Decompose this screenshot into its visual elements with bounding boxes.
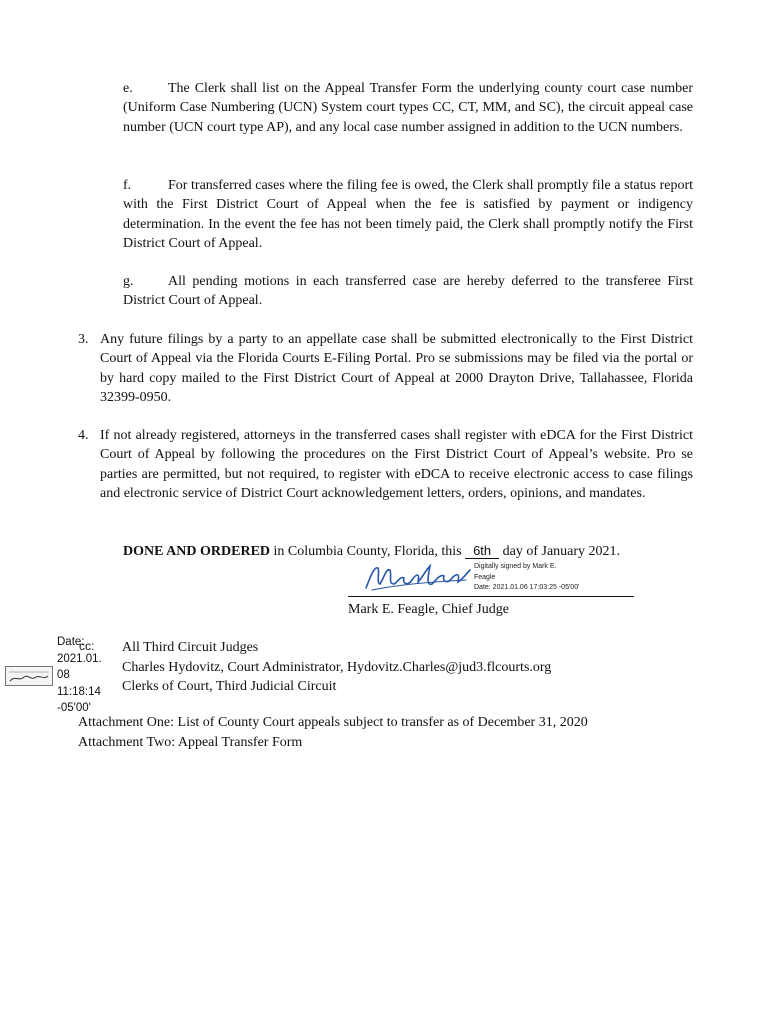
paragraph-text: The Clerk shall list on the Appeal Transfer Form the underlying county court case number (Uniform Case Numbering (UCN) System court types CC, CT, MM, and SC), the circuit appeal case number (UCN court type AP), and any local case number assigned in addition to the UCN numbers. xyxy=(123,81,693,135)
attachment-item: Attachment One: List of County Court appeals subject to transfer as of December 31, 2020 xyxy=(78,715,588,730)
paragraph-text: For transferred cases where the filing fee is owed, the Clerk shall promptly file a status report with the First District Court of Appeal when the fee is satisfied by payment or indigency determination. In the event the fee has not been timely paid, the Clerk shall promptly notify the First District Court of Appeal. xyxy=(123,178,693,251)
done-and-ordered-line xyxy=(123,542,620,561)
stamp-line: 2021.01. xyxy=(57,652,102,665)
order-location: in Columbia County, Florida, this xyxy=(270,544,466,559)
stamp-line: 08 xyxy=(57,669,70,681)
clerk-signature-stamp xyxy=(5,666,53,686)
paragraph-text: If not already registered, attorneys in the transferred cases shall register with eDCA for the First District Court of Appeal by following the procedures on the First District Court of Appeal’s website. Pro se parties are permitted, but not required, to register with eDCA to receive electronic access to case filings and electronic service of District Court acknowledgement letters, orders, opinions, and mandates. xyxy=(100,428,693,501)
paragraph-text: Any future filings by a party to an appellate case shall be submitted electronically to the First District Court of Appeal via the Florida Courts E-Filing Portal. Pro se submissions may be filed via the portal or by hard copy mailed to the First District Court of Appeal at 2000 Drayton Drive, Tallahassee, Florida 32399-0950. xyxy=(100,332,693,405)
signature-line-1: Digitally signed by Mark E. xyxy=(474,563,557,570)
paragraph-e xyxy=(123,79,693,137)
stamp-line: 11:18:14 xyxy=(57,685,101,698)
paragraph-f xyxy=(123,176,693,253)
done-and-ordered-heading: DONE AND ORDERED xyxy=(123,544,271,559)
cc-label: cc: xyxy=(79,639,95,653)
paragraph-label: e. xyxy=(123,81,133,96)
digital-signature-details xyxy=(474,562,594,594)
signature-line-2: Feagle xyxy=(474,573,496,581)
cc-item: Charles Hydovitz, Court Administrator, Hydovitz.Charles@jud3.flcourts.org xyxy=(122,659,552,675)
signer-name: Mark E. Feagle, Chief Judge xyxy=(348,602,509,617)
stamp-line: -05'00' xyxy=(57,702,91,714)
paragraph-4 xyxy=(78,426,693,503)
order-day-field: 6th xyxy=(465,543,499,559)
paragraph-number: 3. xyxy=(78,332,89,347)
cc-item: All Third Circuit Judges xyxy=(122,640,259,655)
cc-item: Clerks of Court, Third Judicial Circuit xyxy=(122,679,337,694)
order-date-rest: day of January 2021. xyxy=(499,544,621,559)
stamp-line: Date: xyxy=(57,636,85,648)
paragraph-g xyxy=(123,272,693,311)
signature-date: Date: 2021.01.06 17:03:25 -05'00' xyxy=(474,584,580,591)
attachments-list xyxy=(78,713,588,752)
paragraph-number: 4. xyxy=(78,428,89,443)
attachment-item: Attachment Two: Appeal Transfer Form xyxy=(78,734,303,750)
paragraph-label: f. xyxy=(123,178,132,193)
paragraph-3 xyxy=(78,330,693,407)
paragraph-label: g. xyxy=(123,274,134,289)
handwritten-signature xyxy=(362,560,474,594)
paragraph-text: All pending motions in each transferred case are hereby deferred to the transferee First District Court of Appeal. xyxy=(123,274,693,309)
signature-line xyxy=(348,596,634,597)
cc-list xyxy=(122,638,551,697)
